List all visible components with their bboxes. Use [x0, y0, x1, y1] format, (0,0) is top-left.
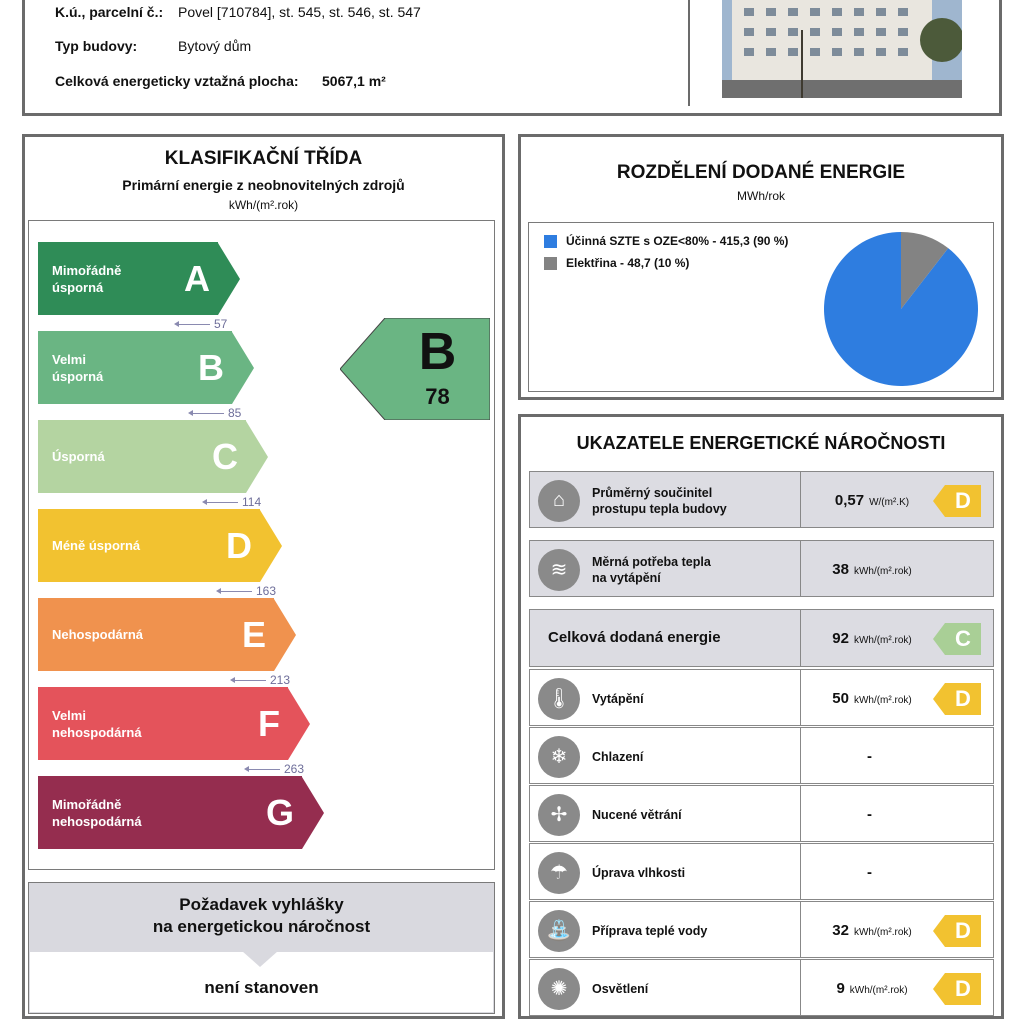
- badge-letter: C: [945, 623, 981, 655]
- requirement-pointer-cover: [242, 951, 278, 967]
- requirement-title-line1: Požadavek vyhlášky: [179, 895, 344, 914]
- header-inner-divider: [688, 0, 690, 106]
- distribution-title: ROZDĚLENÍ DODANÉ ENERGIE: [616, 162, 906, 183]
- type-value: Bytový dům: [178, 38, 252, 54]
- badge-tip: [933, 915, 945, 947]
- indicator-value-cell: [802, 630, 942, 647]
- indicator-value-cell: [802, 922, 942, 939]
- limit-arrow-icon: [246, 769, 280, 770]
- indicator-value-cell: [802, 748, 942, 765]
- indicator-divider: [800, 902, 801, 957]
- class-limit: [176, 317, 227, 331]
- badge-tip: [933, 683, 945, 715]
- lightbulb-icon: ✺: [538, 968, 580, 1010]
- indicator-value-cell: [802, 806, 942, 823]
- indicator-value: 38: [832, 560, 849, 578]
- indicator-value: 32: [832, 921, 849, 939]
- class-label: Nehospodárná: [52, 627, 144, 642]
- indicator-unit: kWh/(m².rok): [849, 984, 908, 996]
- indicator-unit: kWh/(m².rok): [853, 565, 912, 577]
- class-letter: F: [258, 703, 280, 744]
- class-limit: [232, 673, 290, 687]
- indicator-value: -: [867, 747, 872, 765]
- class-bar-d: [38, 509, 282, 582]
- indicator-label: Měrná potřeba tepla na vytápění: [592, 554, 711, 585]
- class-badge-c: [933, 623, 981, 655]
- class-bar-tip: [302, 777, 324, 849]
- class-letter: D: [226, 525, 252, 566]
- requirement-title-line2: na energetickou náročnost: [152, 917, 371, 936]
- classification-subtitle: Primární energie z neobnovitelných zdrojů: [122, 177, 405, 193]
- legend-item-szte: [544, 230, 788, 252]
- class-limit-value: 263: [284, 762, 305, 776]
- classification-unit: kWh/(m².rok): [228, 198, 299, 212]
- indicator-divider: [800, 670, 801, 725]
- indicator-value: 50: [832, 689, 849, 707]
- badge-letter: D: [945, 485, 981, 517]
- building-photo-image: [722, 0, 962, 98]
- indicator-value: 0,57: [834, 491, 865, 509]
- class-bar-body: [38, 331, 232, 404]
- class-bar-g: [38, 776, 324, 849]
- class-limit-value: 163: [256, 584, 277, 598]
- indicator-divider: [800, 960, 801, 1015]
- class-bar-body: [38, 509, 260, 582]
- pie-chart: [822, 230, 980, 388]
- indicator-value-cell: [802, 561, 942, 578]
- indicator-unit: kWh/(m².rok): [853, 635, 912, 646]
- result-class-letter: B: [418, 323, 457, 381]
- indicator-unit: W/(m².K): [869, 496, 910, 508]
- class-bar-tip: [246, 421, 268, 493]
- class-label: Úsporná: [52, 449, 105, 464]
- indicator-value: -: [867, 805, 872, 823]
- fan-icon: ✢: [538, 794, 580, 836]
- indicator-unit: kWh/(m².rok): [853, 926, 912, 938]
- legend-swatch-szte: [544, 235, 557, 248]
- indicator-divider: [800, 844, 801, 899]
- thermometer-cold-icon: ❄: [538, 736, 580, 778]
- classification-title: KLASIFIKAČNÍ TŘÍDA: [164, 148, 363, 169]
- class-limit-value: 85: [228, 406, 242, 420]
- class-letter: A: [184, 258, 210, 299]
- class-bar-body: [38, 420, 246, 493]
- class-bar-tip: [218, 243, 240, 315]
- badge-letter: D: [945, 915, 981, 947]
- indicator-row: [529, 959, 994, 1016]
- area-label: Celková energeticky vztažná plocha:: [55, 73, 299, 89]
- distribution-unit: MWh/rok: [737, 189, 785, 203]
- indicator-row: [529, 540, 994, 597]
- limit-arrow-icon: [204, 502, 238, 503]
- class-bar-tip: [232, 332, 254, 404]
- class-limit: [190, 406, 241, 420]
- indicator-divider: [800, 728, 801, 783]
- indicator-value-cell: [802, 690, 942, 707]
- indicator-value-cell: [802, 492, 942, 509]
- requirement-title: [28, 894, 495, 938]
- class-bar-e: [38, 598, 296, 671]
- type-label: Typ budovy:: [55, 38, 138, 54]
- limit-arrow-icon: [232, 680, 266, 681]
- building-photo: [722, 0, 962, 98]
- class-letter: E: [241, 614, 266, 655]
- badge-letter: D: [945, 973, 981, 1005]
- class-limit-value: 57: [214, 317, 228, 331]
- limit-arrow-icon: [190, 413, 224, 414]
- class-letter: B: [198, 347, 224, 388]
- class-limit: [246, 762, 304, 776]
- indicator-divider: [800, 610, 801, 666]
- indicator-label: Nucené větrání: [592, 807, 682, 822]
- legend-label-szte: Účinná SZTE s OZE<80% - 415,3 (90 %): [566, 234, 789, 248]
- result-class-value: 78: [425, 384, 450, 409]
- indicator-row: [529, 609, 994, 667]
- class-bar-b: [38, 331, 254, 404]
- indicator-row: [529, 843, 994, 900]
- badge-letter: D: [945, 683, 981, 715]
- result-indicator: [340, 318, 490, 420]
- class-bar-a: [38, 242, 240, 315]
- area-value: 5067,1 m²: [322, 73, 386, 89]
- indicator-label: Úprava vlhkosti: [592, 865, 686, 880]
- class-bar-f: [38, 687, 310, 760]
- indicator-value: -: [867, 863, 872, 881]
- indicator-label: Chlazení: [592, 749, 644, 764]
- indicator-value-cell: [802, 864, 942, 881]
- indicator-label: Celková dodaná energie: [548, 629, 721, 646]
- legend: [544, 230, 788, 274]
- badge-tip: [933, 623, 945, 655]
- indicator-divider: [800, 472, 801, 527]
- class-bar-c: [38, 420, 268, 493]
- indicators-title: UKAZATELE ENERGETICKÉ NÁROČNOSTI: [576, 433, 946, 453]
- badge-tip: [933, 973, 945, 1005]
- indicator-value: 9: [836, 979, 845, 997]
- limit-arrow-icon: [218, 591, 252, 592]
- heating-need-icon: ≋: [538, 549, 580, 591]
- class-badge-d: [933, 973, 981, 1005]
- class-label: Mimořádně nehospodárná: [52, 796, 142, 829]
- class-bar-body: [38, 242, 218, 315]
- limit-arrow-icon: [176, 324, 210, 325]
- indicator-divider: [800, 786, 801, 841]
- indicator-unit: kWh/(m².rok): [853, 694, 912, 706]
- class-label: Méně úsporná: [52, 538, 141, 553]
- class-label: Velmi úsporná: [52, 351, 104, 384]
- class-label: Velmi nehospodárná: [52, 707, 142, 740]
- class-badge-d: [933, 915, 981, 947]
- ku-label: K.ú., parcelní č.:: [55, 4, 164, 20]
- legend-swatch-elektrina: [544, 257, 557, 270]
- indicator-row: [529, 669, 994, 726]
- indicator-value: 92: [832, 630, 849, 647]
- indicator-value-cell: [802, 980, 942, 997]
- class-limit: [204, 495, 261, 509]
- humidity-icon: ☂: [538, 852, 580, 894]
- class-bar-body: [38, 598, 274, 671]
- class-limit-value: 114: [242, 495, 262, 509]
- indicator-label: Osvětlení: [592, 981, 649, 996]
- requirement-value: není stanoven: [204, 978, 319, 997]
- indicator-label: Průměrný součinitel prostupu tepla budovy: [592, 485, 727, 516]
- indicator-row: [529, 785, 994, 842]
- indicator-label: Vytápění: [592, 691, 644, 706]
- class-letter: G: [265, 792, 294, 833]
- ku-value: Povel [710784], st. 545, st. 546, st. 547: [178, 4, 421, 20]
- class-bar-body: [38, 687, 288, 760]
- class-bar-tip: [274, 599, 296, 671]
- indicator-row: [529, 727, 994, 784]
- class-letter: C: [212, 436, 238, 477]
- class-limit: [218, 584, 276, 598]
- class-bar-body: [38, 776, 302, 849]
- legend-label-elektrina: Elektřina - 48,7 (10 %): [566, 256, 690, 270]
- class-badge-d: [933, 485, 981, 517]
- class-bar-tip: [288, 688, 310, 760]
- indicator-row: [529, 471, 994, 528]
- class-limit-value: 213: [270, 673, 291, 687]
- legend-item-elektrina: [544, 252, 788, 274]
- class-label: Mimořádně úsporná: [52, 262, 122, 295]
- class-bar-tip: [260, 510, 282, 582]
- badge-tip: [933, 485, 945, 517]
- house-icon: ⌂: [538, 480, 580, 522]
- thermometer-hot-icon: 🌡: [538, 678, 580, 720]
- indicator-row: [529, 901, 994, 958]
- faucet-icon: ⛲: [538, 910, 580, 952]
- indicator-divider: [800, 541, 801, 596]
- indicator-label: Příprava teplé vody: [592, 923, 708, 938]
- class-badge-d: [933, 683, 981, 715]
